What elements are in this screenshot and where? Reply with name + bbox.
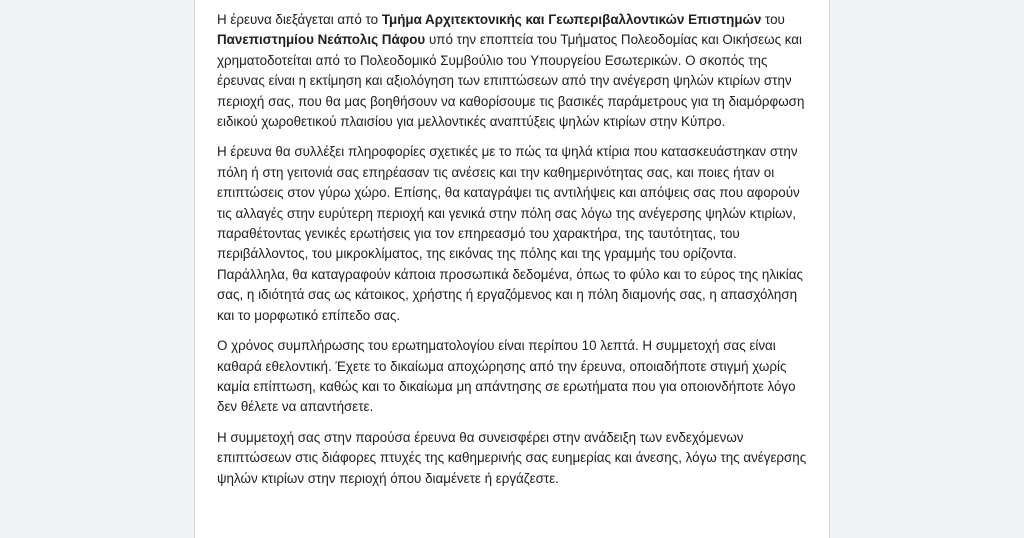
document-page	[194, 0, 830, 538]
paragraph-contribution: Η συμμετοχή σας στην παρούσα έρευνα θα συνεισφέρει στην ανάδειξη των ενδεχόμενων επιπτώσεων στις διάφορες πτυχές της καθημερινής σας ευημερίας και άνεσης, λόγω της ανέγερσης ψηλών κτιρίων στην περιοχή όπου διαμένετε ή εργάζεστε.	[217, 429, 807, 486]
university-name: Πανεπιστημίου Νεάπολις Πάφου	[217, 32, 426, 48]
document-text	[217, 10, 807, 499]
paragraph-data-collection: Η έρευνα θα συλλέξει πληροφορίες σχετικές με το πώς τα ψηλά κτίρια που κατασκευάστηκαν στην πόλη ή στη γειτονιά σας επηρέασαν τις ανέσεις και την καθημερινότητας σας, και ποιες ήταν οι επιπτώσεις στον γύρω χώρο. Επίσης, θα καταγράψει τις αντιλήψεις και απόψεις σας που αφορούν τις αλλαγές στην ευρύτερη περιοχή και γενικά στην πόλη σας λόγω της ανέγερσης ψηλών κτιρίων, παραθέτοντας γενικές ερωτήσεις για τον επηρεασμό του χαρακτήρα, της ταυτότητας, του περιβάλλοντος, του μικροκλίματος, της εικόνας της πόλης και της γραμμής του ορίζοντα. Παράλληλα, θα καταγραφούν κάποια προσωπικά δεδομένα, όπως το φύλο και το εύρος της ηλικίας σας, η ιδιότητά σας ως κάτοικος, χρήστης ή εργαζόμενος και η πόλη διαμονής σας, η απασχόληση και το μορφωτικό επίπεδο σας.	[217, 144, 803, 323]
intro-text-3: υπό την εποπτεία του Τμήματος Πολεοδομίας και Οικήσεως και χρηματοδοτείται από το Πολεοδομικό Συμβούλιο του Υπουργείου Εσωτερικών. Ο σκοπός της έρευνας είναι η εκτίμηση και αξιολόγηση των επιπτώσεων από την ανέγερση ψηλών κτιρίων στην περιοχή σας, που θα μας βοηθήσουν να καθορίσουμε τις βασικές παράμετρους για τη διαμόρφωση ειδικού χωροθετικού πλαισίου για μελλοντικές αναπτύξεις ψηλών κτιρίων στην Κύπρο.	[217, 32, 805, 130]
paragraph-intro	[217, 10, 807, 132]
paragraph-duration: Ο χρόνος συμπλήρωσης του ερωτηματολογίου είναι περίπου 10 λεπτά. Η συμμετοχή σας είναι καθαρά εθελοντική. Έχετε το δικαίωμα αποχώρησης από την έρευνα, οποιαδήποτε στιγμή χωρίς καμία επίπτωση, καθώς και το δικαίωμα μη απάντησης σε ερωτήματα που για οποιονδήποτε λόγο δεν θέλετε να απαντήσετε.	[217, 338, 796, 415]
intro-text-1: Η έρευνα διεξάγεται από το	[217, 12, 382, 27]
department-name: Τμήμα Αρχιτεκτονικής και Γεωπεριβαλλοντικών Επιστημών	[381, 12, 762, 27]
intro-text-2: του	[761, 12, 785, 27]
